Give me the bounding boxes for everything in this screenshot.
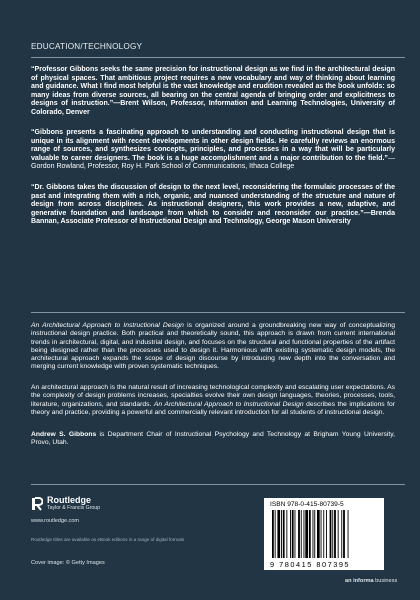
book-title: An Architectural Approach to Instructional Design	[31, 322, 184, 329]
author-bio-text: is Department Chair of Instructional Psychology and Technology at Brigham Young University, Provo, Utah.	[31, 431, 395, 447]
description-text: An architectural approach is the natural result of increasing technological complexity and escalating user expectations. As the complexity of design problems increases, specialties evolve their own design languages, theories, processes, tools, literature, organizations, and standards.	[31, 384, 395, 408]
description-text: describes the implications for theory and practice, providing a powerful and commercially relevant introduction for all students of instructional design.	[31, 400, 395, 416]
category-label: EDUCATION/TECHNOLOGY	[31, 42, 143, 51]
publisher-block	[31, 496, 100, 511]
description-paragraph-2	[31, 384, 395, 417]
book-title: An Architectural Approach to Instructional Design	[153, 400, 304, 408]
barcode-panel	[264, 498, 384, 570]
praise-attribution: —Gordon Rowland, Professor, Roy H. Park School of Communications, Ithaca College	[31, 154, 395, 171]
publisher-name: Routledge	[47, 495, 91, 505]
description-paragraph-1	[31, 322, 395, 372]
praise-attribution: —Brenda Bannan, Associate Professor of Instructional Design and Technology, George Mason University	[31, 209, 395, 226]
publisher-group: Taylor & Francis Group	[47, 505, 101, 511]
top-divider	[31, 57, 405, 58]
praise-quote-3	[31, 184, 395, 227]
informa-suffix: business	[375, 578, 398, 584]
praise-section	[31, 66, 395, 239]
description-text: is organized around a groundbreaking new way of conceptualizing instructional design practice. Both practical and theoretically sound, this approach is drawn from current international trends in architectural, digital, and industrial design, and focuses on the structural and functional properties of the artifact being designed rather than the processes used to design it. Harmonious with existing systematic design models, the architectural approach expands the scope of design discourse by introducing new depth into the conversation and merging current knowledge with proven systematic techniques.	[31, 322, 395, 371]
barcode-icon	[270, 510, 378, 560]
author-bio	[31, 431, 395, 448]
isbn-label: ISBN 978-0-415-80739-5	[270, 501, 344, 508]
informa-mark	[345, 578, 397, 584]
praise-quote-text: “Gibbons presents a fascinating approach to understanding and conducting instructional design that is unique in its alignment with recent developments in other design fields. He carefully reviews an enormous range of sources, and synthesizes concepts, principles, and processes in a way that will be particularly valuable to career designers. The book is a huge accomplishment and a major contribution to the field.”	[31, 129, 395, 162]
praise-quote-1	[31, 66, 395, 117]
publisher-url: www.routledge.com	[31, 518, 79, 524]
praise-quote-text: “Dr. Gibbons takes the discussion of design to the next level, reconsidering the formulaic processes of the past and integrating them with a rich, organic, and nuanced understanding of the structure and nature of design from across disciplines. As instructional designers, this work provides a new, adaptive, and generative foundation and landscape from which to consider and reconsider our practice.”	[31, 184, 395, 217]
praise-quote-2	[31, 129, 395, 172]
bottom-divider	[31, 484, 405, 485]
publisher-name-block	[47, 496, 100, 511]
praise-attribution: —Brent Wilson, Professor, Information and Learning Technologies, University of Colorado, Denver	[31, 100, 395, 116]
praise-quote-text: “Professor Gibbons seeks the same precision for instructional design as we find in the architectural design of physical spaces. That ambitious project requires a new vocabulary and way of thinking about learning and guidance. What I find most helpful is the vast knowledge and erudition revealed as the book unfolds: so many ideas from diverse sources, all bearing on the central agenda of bringing order and explicitness to designs of instruction.”	[31, 66, 395, 108]
informa-brand: an informa	[345, 578, 374, 584]
cover-credit: Cover image: © Getty Images	[31, 560, 105, 566]
barcode-number: 9 780415 807395	[270, 560, 351, 569]
ebook-note: Routledge titles are available as eBook editions in a range of digital formats	[31, 537, 185, 542]
middle-divider	[31, 312, 405, 313]
author-name: Andrew S. Gibbons	[31, 431, 97, 438]
routledge-logo-icon	[31, 497, 43, 511]
